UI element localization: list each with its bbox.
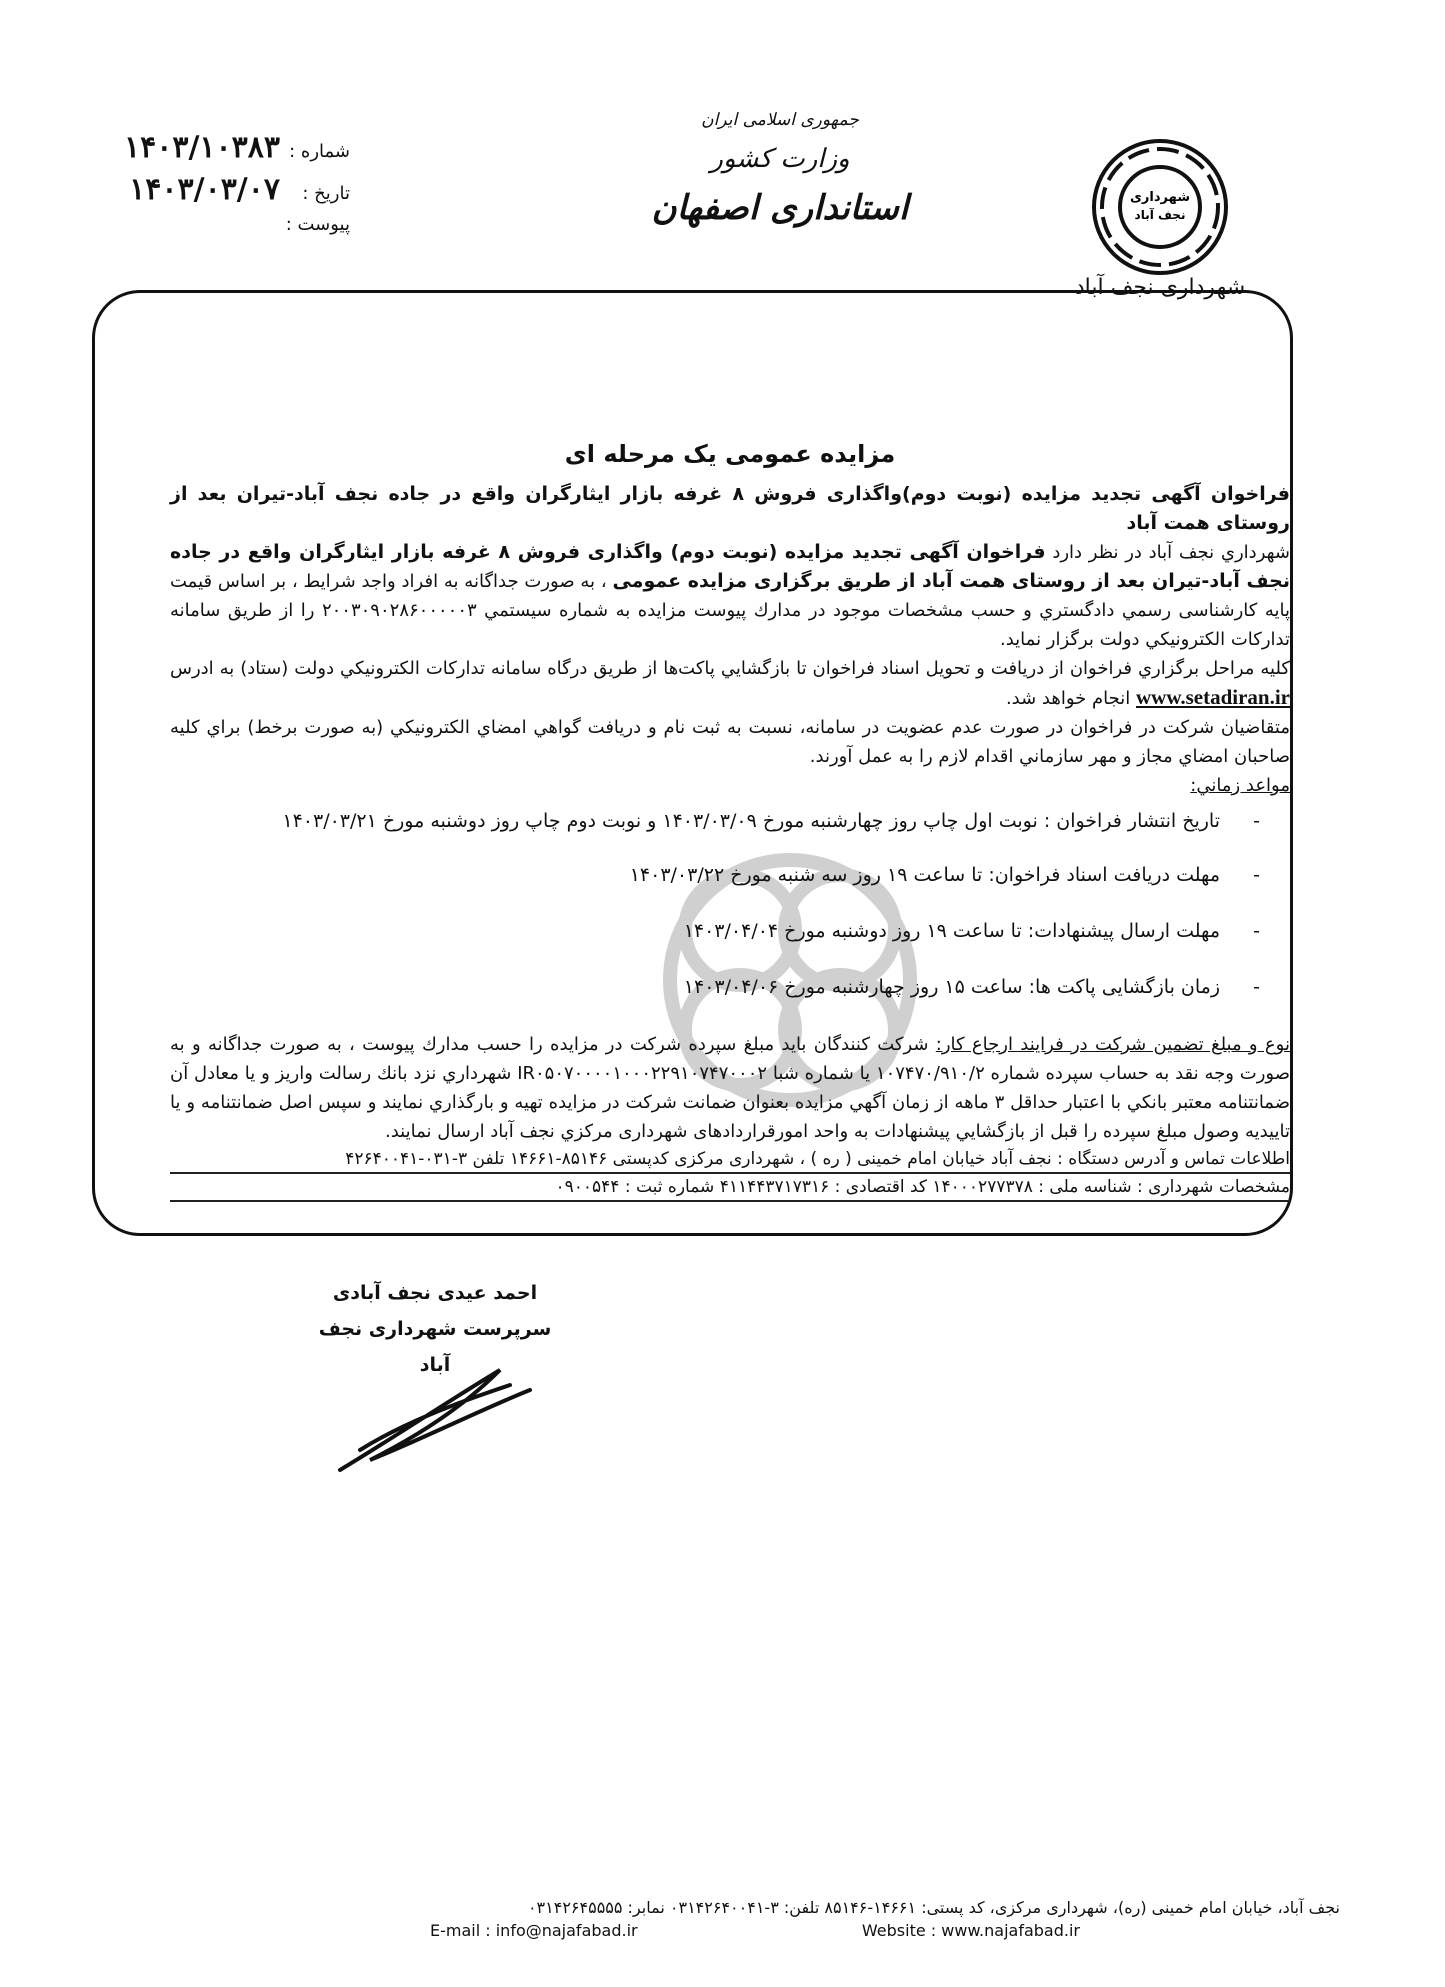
schedule-item: - تاریخ انتشار فراخوان : نوبت اول چاپ روز چهارشنبه مورخ ۱۴۰۳/۰۳/۰۹ و نوبت دوم چاپ روز دوشنبه مورخ ۱۴۰۳/۰۳/۲۱ — [210, 808, 1220, 834]
paragraph-intro — [170, 538, 1290, 654]
government-header — [620, 110, 940, 228]
svg-text:نجف آباد: نجف آباد — [1134, 208, 1186, 222]
attachment-label: پیوست : — [285, 214, 350, 235]
governorate-title: استانداری اصفهان — [651, 188, 909, 228]
number-label: شماره : — [289, 141, 350, 162]
process-start: كليه مراحل برگزاري فراخوان از دریافت و تحویل اسناد فراخوان تا بازگشايي پاکت‌ها از طریق درگاه سامانه تدارکات الکترونيكي دولت (ستاد) به ادرس — [170, 658, 1290, 679]
paragraph-process — [170, 654, 1290, 713]
contact-block — [170, 1146, 1290, 1202]
page-footer — [140, 1898, 1340, 1940]
republic-title: جمهوری اسلامی ایران — [701, 110, 859, 130]
svg-text:شهرداری: شهرداری — [1130, 190, 1190, 205]
handwritten-signature — [300, 1330, 560, 1490]
contact-info: اطلاعات تماس و آدرس دستگاه : نجف آباد خیابان امام خمینی ( ره ) ، شهرداری مرکزی کدپستی ۸۵۱۴۶-۱۴۶۶۱ تلفن ۳-۰۳۱-۴۲۶۴۰۰۴۱ — [170, 1146, 1290, 1174]
municipality-logo — [1060, 135, 1260, 285]
paragraph-registration: متقاضیان شرکت در فراخوان در صورت عدم عضویت در سامانه، نسبت به ثبت نام و دریافت گواهي امضاي الكترونيكي (به صورت برخط) براي كليه صاحبان امضاي مجاز و مهر سازماني اقدام لازم را به عمل آورند. — [170, 717, 1290, 767]
intro-start: شهرداري نجف آباد در نظر دارد — [1052, 542, 1291, 563]
ministry-title: وزارت کشور — [710, 144, 850, 174]
intro-bold: فراخوان آگهی تجدید مزایده (نوبت دوم) واگذاری فروش ۸ غرفه بازار ایثارگران واقع در جاده نجف آباد-تیران بعد از روستای همت آباد از طریق برگزاری مزایده عمومی — [170, 541, 1290, 592]
schedule-heading: مواعد زماني: — [1190, 775, 1290, 796]
footer-address: نجف آباد، خیابان امام خمینی (ره)، شهرداری مرکزی، کد پستی: ۱۴۶۶۱-۸۵۱۴۶ تلفن: ۳-۰۳۱۴۲۶۴۰۰۴۱ نمابر: ۰۳۱۴۲۶۴۵۵۵۵ — [527, 1898, 1340, 1917]
letter-number: ۱۴۰۳/۱۰۳۸۳ — [124, 130, 280, 165]
intro-rest: ، به صورت جداگانه به افراد واجد شرایط ، بر اساس قیمت پایه کارشناسی رسمي دادگستري و حسب مشخصات موجود در مدارك پیوست مزایده به شماره سیستمي ۲۰۰۳۰۹۰۲۸۶۰۰۰۰۰۳ را از طریق سامانه تدارکات الکترونيكي دولت برگزار نماید. — [170, 571, 1290, 650]
signatory-role: سرپرست شهرداری نجف آباد — [318, 1318, 552, 1376]
guarantee-text: شرکت کنندگان باید مبلغ سپرده شرکت در مزایده را حسب مدارك پیوست ، به صورت جداگانه و به صورت وجه نقد به حساب سپرده شماره ۱۰۷۴۷۰/۹۱۰/۲ یا شماره شبا IR۰۵۰۷۰۰۰۰۱۰۰۰۲۲۹۱۰۷۴۷۰۰۰۲ شهرداري نزد بانك رسالت واریز و یا معادل آن ضمانتنامه معتبر بانكي با اعتبار حداقل ۳ ماهه از زمان آگهي مزایده بعنوان ضمانت شرکت در مزایده تهیه و بارگذاري نمایند و سپس اصل ضمانتنامه و یا تاییدیه وصول مبلغ سپرده را قبل از بازگشایي پیشنهادات به واحد امورقراردادهای شهرداری مرکزي نجف آباد ارسال نمایند. — [170, 1034, 1291, 1142]
notice-title: مزایده عمومی یک مرحله ای — [564, 440, 896, 468]
notice-subtitle: فراخوان آگهی تجدید مزایده (نوبت دوم)واگذاری فروش ۸ غرفه بازار ایثارگران واقع در جاده نجف آباد-تیران بعد از روستای همت آباد — [170, 483, 1290, 534]
notice-body — [170, 440, 1290, 1202]
footer-website[interactable]: Website : www.najafabad.ir — [861, 1921, 1080, 1940]
entity-info: مشخصات شهرداری : شناسه ملی : ۱۴۰۰۰۲۷۷۳۷۸ کد اقتصادی : ۴۱۱۴۴۳۷۱۷۳۱۶ شماره ثبت : ۰۹۰۰۵۴۴ — [170, 1174, 1290, 1202]
schedule-item: - مهلت ارسال پیشنهادات: تا ساعت ۱۹ روز دوشنبه مورخ ۱۴۰۳/۰۴/۰۴ — [210, 918, 1220, 944]
guarantee-heading: نوع و مبلغ تضمين شرکت در فرايند ارجاع كار: — [935, 1034, 1290, 1055]
process-end: انجام خواهد شد. — [1005, 688, 1131, 709]
letter-number-row — [120, 130, 350, 172]
schedule-item: - مهلت دریافت اسناد فراخوان: تا ساعت ۱۹ روز سه شنبه مورخ ۱۴۰۳/۰۳/۲۲ — [210, 862, 1220, 888]
setad-link[interactable]: www.setadiran.ir — [1136, 685, 1290, 709]
footer-links — [140, 1921, 1340, 1940]
schedule-list — [210, 808, 1220, 1000]
letter-meta — [120, 130, 350, 256]
date-label: تاریخ : — [302, 183, 350, 204]
letter-attachment-row — [120, 214, 350, 256]
municipality-name: شهرداری نجف آباد — [1074, 275, 1246, 300]
paragraph-guarantee — [170, 1030, 1290, 1146]
letter-date-row — [120, 172, 350, 214]
signatory-name: احمد عیدی نجف آبادی — [332, 1282, 538, 1304]
letter-date: ۱۴۰۳/۰۳/۰۷ — [129, 172, 280, 207]
footer-email[interactable]: E-mail : info@najafabad.ir — [430, 1921, 638, 1940]
schedule-item: - زمان بازگشایی پاکت ها: ساعت ۱۵ روز چهارشنبه مورخ ۱۴۰۳/۰۴/۰۶ — [210, 974, 1220, 1000]
